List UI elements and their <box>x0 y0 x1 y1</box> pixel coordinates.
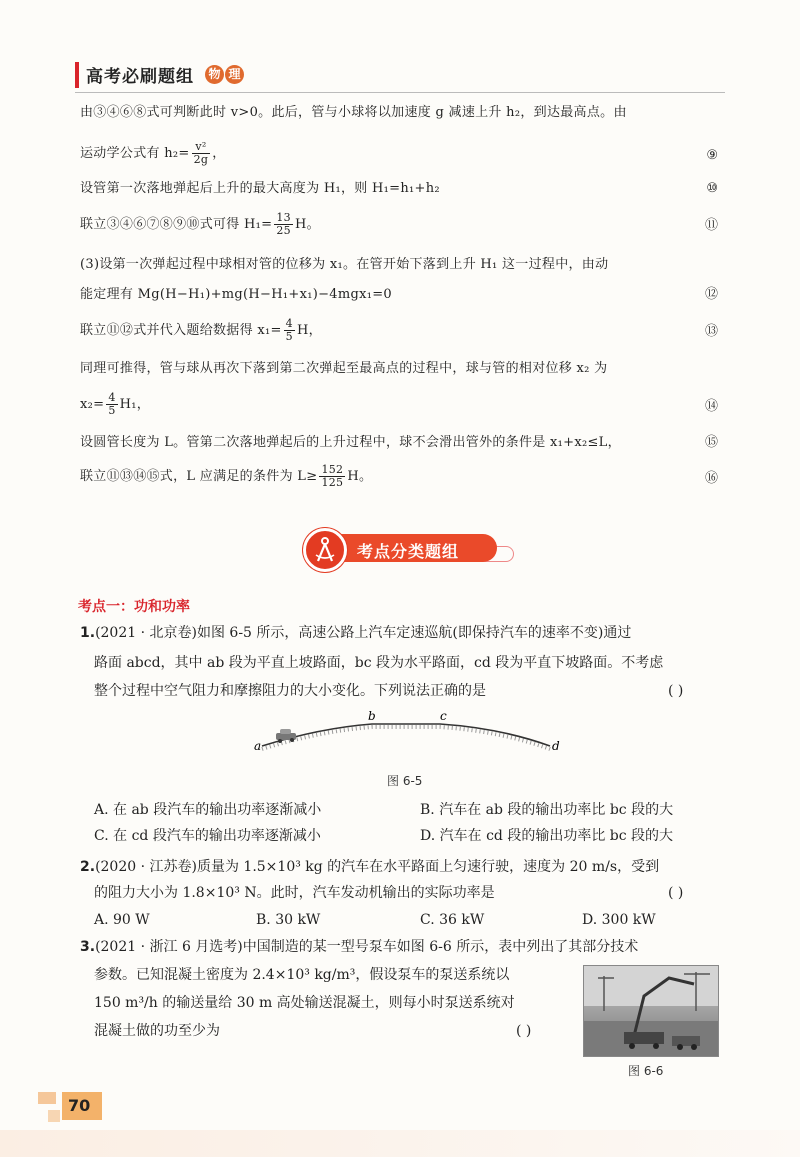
fraction-numerator: 152 <box>321 463 344 476</box>
solution-text: 联立③④⑥⑦⑧⑨⑩式可得 H₁= <box>80 217 273 232</box>
q2-answer-blank: ( ) <box>668 885 684 901</box>
fraction-numerator: 4 <box>285 317 293 330</box>
solution-line-9 <box>80 392 150 417</box>
car-icon <box>276 729 296 743</box>
header-title: 高考必刷题组 <box>86 67 194 87</box>
q2-line-1 <box>80 854 659 881</box>
q1-line-3: 整个过程中空气阻力和摩擦阻力的大小变化。下列说法正确的是 <box>94 683 486 699</box>
q1-option-b[interactable]: B. 汽车在 ab 段的输出功率比 bc 段的大 <box>420 802 674 818</box>
section-title: 考点一：功和功率 <box>78 599 190 615</box>
q3-line-2: 参数。已知混凝土密度为 2.4×10³ kg/m³，假设泵车的泵送系统以 <box>94 967 510 983</box>
solution-line-2 <box>80 141 226 166</box>
fig-label-d: d <box>552 739 560 753</box>
solution-line-7 <box>80 318 322 343</box>
solution-line-3: 设管第一次落地弹起后上升的最大高度为 H₁，则 H₁=h₁+h₂ <box>80 181 440 196</box>
solution-text: H， <box>296 323 322 338</box>
equation-number-11: ⑪ <box>704 218 718 233</box>
fraction <box>319 464 345 489</box>
fraction <box>192 141 211 166</box>
solution-text: x₂= <box>80 397 105 412</box>
fraction-numerator: 4 <box>108 391 116 404</box>
q3-line-4: 混凝土做的功至少为 <box>94 1023 220 1039</box>
q2-option-c[interactable]: C. 36 kW <box>420 912 485 928</box>
solution-line-11 <box>80 464 372 489</box>
solution-line-5: (3)设第一次弹起过程中球相对管的位移为 x₁。在管开始下落到上升 H₁ 这一过程中，由动 <box>80 257 609 272</box>
q1-option-d[interactable]: D. 汽车在 cd 段的输出功率比 bc 段的大 <box>420 828 674 844</box>
q2-number: 2. <box>80 859 96 875</box>
subject-char-2: 理 <box>225 65 244 84</box>
page-number: 70 <box>68 1096 91 1115</box>
fraction <box>274 212 293 237</box>
q3-number: 3. <box>80 939 96 955</box>
fraction-denominator: 125 <box>321 476 344 489</box>
q2-line-2: 的阻力大小为 1.8×10³ N。此时，汽车发动机输出的实际功率是 <box>94 885 495 901</box>
equation-number-12: ⑫ <box>704 287 718 302</box>
q3-answer-blank: ( ) <box>516 1023 532 1039</box>
fig-label-a: a <box>254 739 262 753</box>
footer-band <box>0 1130 800 1157</box>
q1-option-a[interactable]: A. 在 ab 段汽车的输出功率逐渐减小 <box>94 802 322 818</box>
equation-number-15: ⑮ <box>704 435 718 450</box>
solution-text: H。 <box>347 469 373 484</box>
section-banner <box>295 526 515 570</box>
pump-truck-photo <box>583 965 719 1057</box>
decor-square <box>48 1110 60 1122</box>
equation-number-9: ⑨ <box>706 148 718 163</box>
fraction-numerator: v² <box>192 141 211 154</box>
fraction-denominator: 5 <box>285 330 293 343</box>
solution-text: ， <box>212 146 226 161</box>
road-figure <box>250 708 570 760</box>
header-subject <box>205 64 245 84</box>
equation-number-10: ⑩ <box>706 181 718 196</box>
subject-char-1: 物 <box>205 65 224 84</box>
solution-line-6: 能定理有 Mg(H−H₁)+mg(H−H₁+x₁)−4mgx₁=0 <box>80 287 393 302</box>
compass-icon <box>303 528 347 572</box>
fraction-denominator: 5 <box>108 404 116 417</box>
solution-line-1: 由③④⑥⑧式可判断此时 v>0。此后，管与小球将以加速度 g 减速上升 h₂，到达最高点。由 <box>80 105 627 120</box>
road-hatching <box>262 727 550 749</box>
q3-text: (2021 · 浙江 6 月选考)中国制造的某一型号泵车如图 6-6 所示，表中列出了其部分技术 <box>95 939 639 955</box>
q1-line-1 <box>80 620 631 647</box>
solution-text: 联立⑪⑬⑭⑮式，L 应满足的条件为 L≥ <box>80 469 318 484</box>
fraction-denominator: 25 <box>276 224 291 237</box>
equation-number-16: ⑯ <box>704 471 718 486</box>
q1-number: 1. <box>80 625 96 641</box>
q1-text: (2021 · 北京卷)如图 6-5 所示，高速公路上汽车定速巡航(即保持汽车的速率不变)通过 <box>95 625 632 641</box>
solution-text: 运动学公式有 h₂= <box>80 146 190 161</box>
q2-option-b[interactable]: B. 30 kW <box>256 912 321 928</box>
q3-line-1 <box>80 934 638 961</box>
solution-text: H。 <box>294 217 320 232</box>
solution-line-8: 同理可推得，管与球从再次下落到第二次弹起至最高点的过程中，球与管的相对位移 x₂ 为 <box>80 361 608 376</box>
fig-label-c: c <box>440 709 447 723</box>
fraction <box>284 318 295 343</box>
figure-6-5-caption: 图 6-5 <box>387 774 423 788</box>
q3-line-3: 150 m³/h 的输送量给 30 m 高处输送混凝土，则每小时泵送系统对 <box>94 995 515 1011</box>
header-divider <box>75 92 725 93</box>
q2-option-a[interactable]: A. 90 W <box>94 912 150 928</box>
q1-line-2: 路面 abcd，其中 ab 段为平直上坡路面，bc 段为水平路面，cd 段为平直下坡路面。不考虑 <box>94 655 664 671</box>
header-accent-bar <box>75 62 79 88</box>
fig-label-b: b <box>368 709 376 723</box>
solution-line-10: 设圆管长度为 L。管第二次落地弹起后的上升过程中，球不会滑出管外的条件是 x₁+x₂≤L， <box>80 435 621 450</box>
figure-6-6-caption: 图 6-6 <box>628 1064 664 1078</box>
fraction-denominator: 2g <box>193 153 209 166</box>
banner-title: 考点分类题组 <box>357 542 460 561</box>
decor-square <box>38 1092 56 1104</box>
q2-text: (2020 · 江苏卷)质量为 1.5×10³ kg 的汽车在水平路面上匀速行驶，速度为 20 m/s，受到 <box>95 859 660 875</box>
equation-number-14: ⑭ <box>704 399 718 414</box>
solution-text: H₁， <box>119 397 151 412</box>
q1-answer-blank: ( ) <box>668 683 684 699</box>
solution-text: 联立⑪⑫式并代入题给数据得 x₁= <box>80 323 282 338</box>
q2-option-d[interactable]: D. 300 kW <box>582 912 656 928</box>
fraction <box>106 392 117 417</box>
fraction-numerator: 13 <box>276 211 291 224</box>
road-surface <box>262 724 550 746</box>
q1-option-c[interactable]: C. 在 cd 段汽车的输出功率逐渐减小 <box>94 828 321 844</box>
equation-number-13: ⑬ <box>704 324 718 339</box>
solution-line-4 <box>80 212 320 237</box>
